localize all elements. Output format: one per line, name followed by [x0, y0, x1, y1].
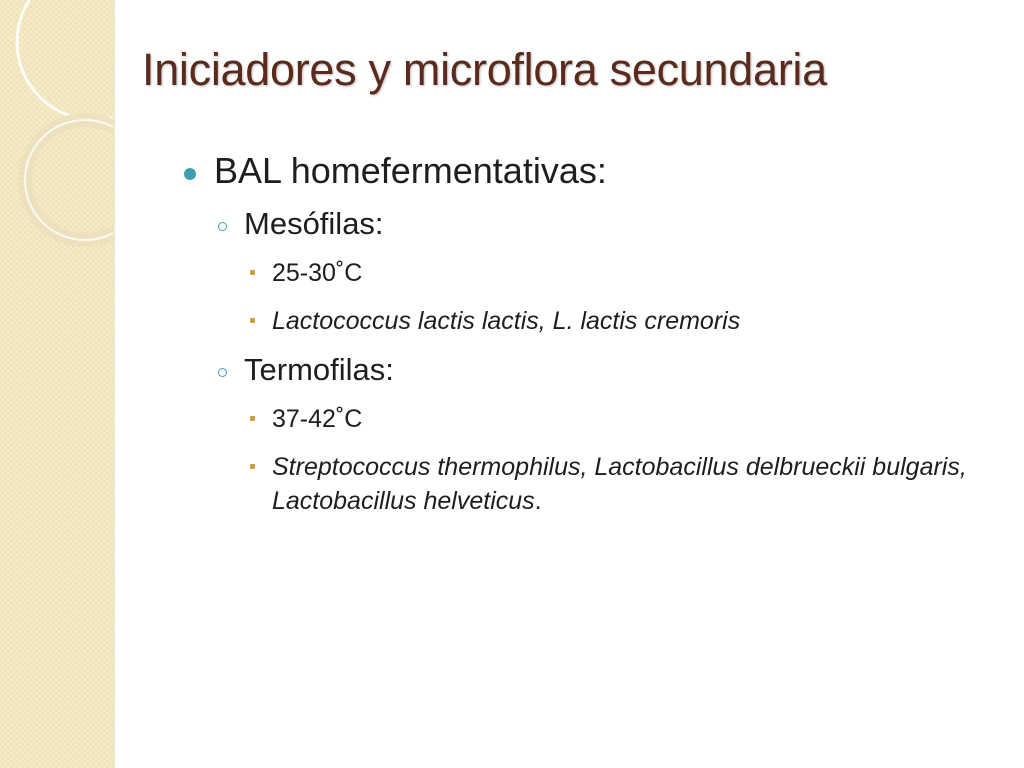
bullet-mesofilas-species-text: Lactococcus lactis lactis, L. lactis cremoris — [272, 307, 741, 335]
bullet-square-icon — [250, 464, 255, 469]
bullet-termofilas-species — [180, 450, 980, 518]
decorative-circles — [0, 0, 113, 300]
bullet-termofilas-temp — [180, 402, 980, 436]
bullet-termofilas-species-text: Streptococcus thermophilus, Lactobacillus delbrueckii bulgaris, Lactobacillus helveticus — [272, 453, 967, 515]
bullet-mesofilas-text: Mesófilas: — [244, 206, 384, 241]
bullet-mesofilas-temp — [180, 256, 980, 290]
bullet-ring-icon — [218, 222, 227, 231]
bullet-square-icon — [250, 270, 255, 275]
bullet-square-icon — [250, 416, 255, 421]
side-band-edge — [113, 0, 116, 768]
decorative-side-band — [0, 0, 113, 768]
bullet-termofilas-text: Termofilas: — [244, 352, 394, 387]
bullet-mesofilas-species — [180, 304, 980, 338]
bullet-level1-text: BAL homefermentativas: — [214, 150, 607, 191]
bullet-level1 — [180, 150, 980, 192]
slide-body — [180, 150, 980, 532]
bullet-termofilas-temp-text: 37-42˚C — [272, 405, 363, 433]
bullet-mesofilas-temp-text: 25-30˚C — [272, 259, 363, 287]
slide-title: Iniciadores y microflora secundaria — [142, 44, 827, 95]
bullet-termofilas — [180, 352, 980, 388]
bullet-dot-icon — [184, 168, 196, 180]
bullet-square-icon — [250, 318, 255, 323]
bullet-mesofilas — [180, 206, 980, 242]
bullet-termofilas-species-period: . — [534, 487, 542, 515]
bullet-ring-icon — [218, 368, 227, 377]
